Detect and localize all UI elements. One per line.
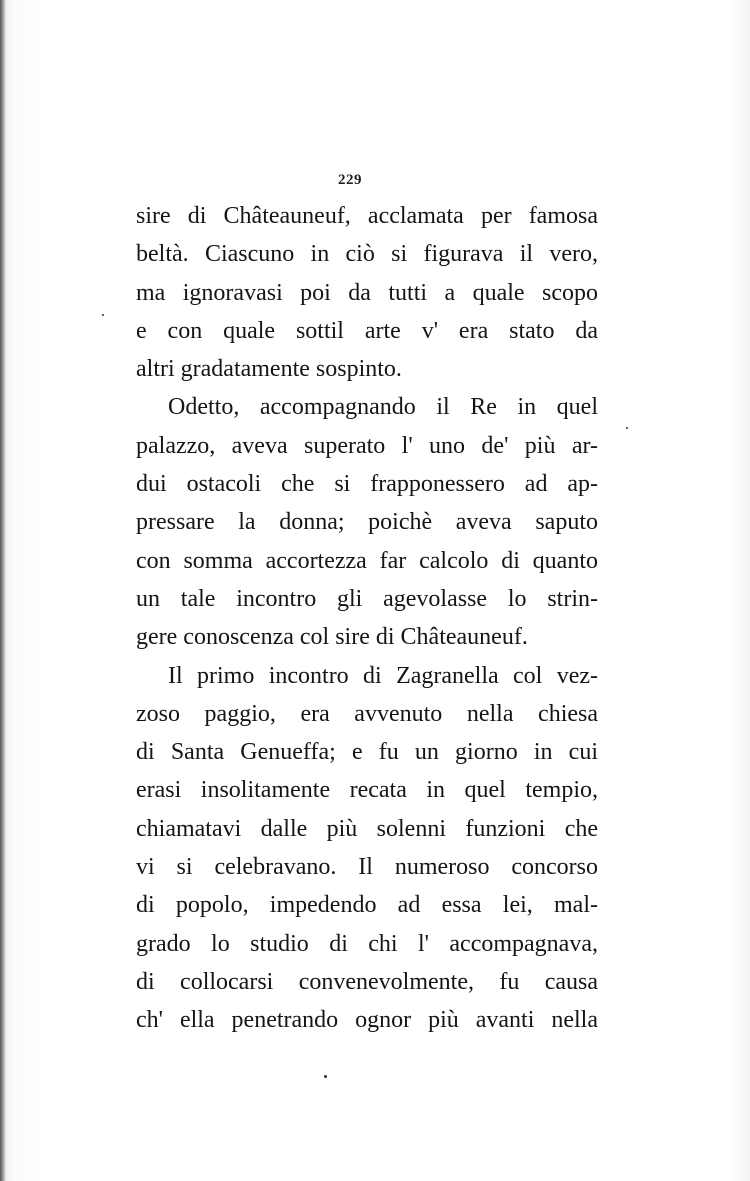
text-line: di popolo, impedendo ad essa lei, mal- — [136, 892, 598, 919]
text-line: grado lo studio di chi l' accompagnava, — [136, 930, 598, 957]
paper-speck — [102, 314, 104, 316]
text-line: dui ostacoli che si frapponessero ad ap- — [136, 471, 598, 498]
text-line: Il primo incontro di Zagranella col vez- — [168, 662, 598, 689]
body-text — [136, 197, 598, 1040]
text-line: ch' ella penetrando ognor più avanti nella — [136, 1007, 598, 1034]
text-line: palazzo, aveva superato l' uno de' più ar- — [136, 432, 598, 459]
text-line: erasi insolitamente recata in quel tempio, — [136, 777, 598, 804]
text-line: di Santa Genueffa; e fu un giorno in cui — [136, 739, 598, 766]
text-line: Odetto, accompagnando il Re in quel — [168, 394, 598, 421]
page-number: 229 — [338, 172, 362, 188]
text-line: ma ignoravasi poi da tutti a quale scopo — [136, 279, 598, 306]
paper-speck — [324, 1075, 327, 1078]
text-line: sire di Châteauneuf, acclamata per famosa — [136, 203, 598, 229]
text-line: un tale incontro gli agevolasse lo strin- — [136, 585, 598, 612]
text-line: vi si celebravano. Il numeroso concorso — [136, 854, 598, 881]
text-line: pressare la donna; poichè aveva saputo — [136, 509, 598, 536]
text-line: con somma accortezza far calcolo di quanto — [136, 547, 598, 574]
text-line: di collocarsi convenevolmente, fu causa — [136, 968, 598, 995]
text-line: gere conoscenza col sire di Châteauneuf. — [136, 624, 528, 651]
text-line: beltà. Ciascuno in ciò si figurava il vero, — [136, 241, 598, 268]
text-line: zoso paggio, era avvenuto nella chiesa — [136, 700, 598, 727]
text-line: e con quale sottil arte v' era stato da — [136, 317, 598, 344]
text-line: chiamatavi dalle più solenni funzioni che — [136, 815, 598, 842]
text-line: altri gradatamente sospinto. — [136, 356, 402, 383]
paper-speck — [626, 427, 628, 429]
